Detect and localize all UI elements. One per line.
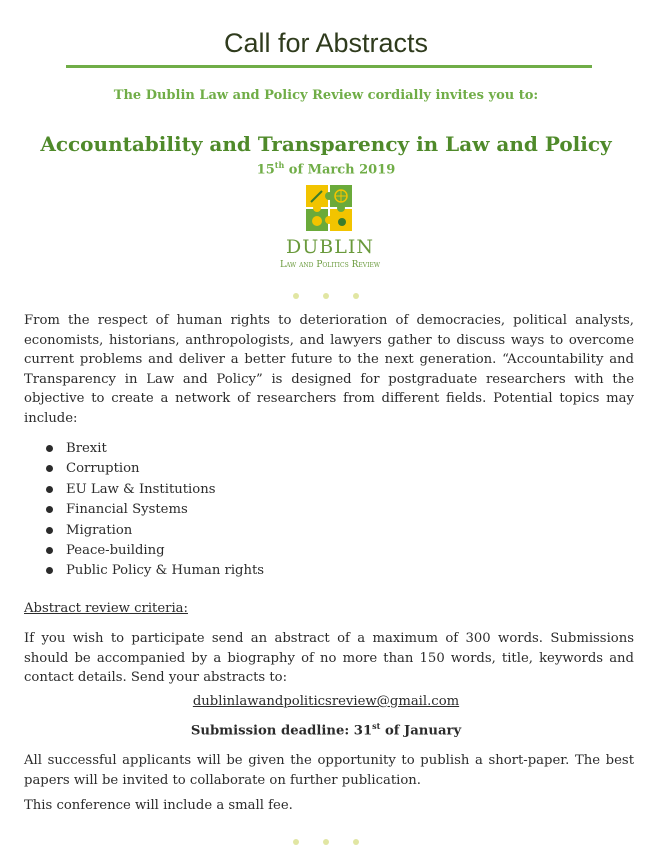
list-item: Public Policy & Human rights [44,561,264,581]
submission-email-link[interactable]: dublinlawandpoliticsreview@gmail.com [192,694,460,709]
topics-list [44,439,264,582]
puzzle-logo-icon [306,185,352,231]
decorative-dots-top [0,284,652,303]
logo-name: DUBLIN [286,236,374,258]
decorative-dots-bottom [0,830,652,849]
list-item: Peace-building [44,541,264,561]
logo-subtitle: Law and Politics Review [279,260,381,270]
dublin-review-logo [250,183,410,273]
event-title: Accountability and Transparency in Law and Policy [40,132,612,156]
deadline-prefix: Submission deadline: 31 [190,723,373,739]
deadline-rest: of January [380,723,462,739]
event-date-rest: of March 2019 [284,162,396,178]
page-title: Call for Abstracts [223,28,429,58]
list-item: Corruption [44,459,264,479]
invitation-line: The Dublin Law and Policy Review cordially invites you to: [113,88,539,103]
fee-note: This conference will include a small fee. [24,798,293,813]
list-item: Brexit [44,439,264,459]
list-item: Financial Systems [44,500,264,520]
intro-paragraph: From the respect of human rights to deterioration of democracies, political analysts, economists, historians, anthropologists, and lawyers gather to discuss ways to overcome current problems and deliver a better future to the next generation. “Accountability and Transparency in Law and Policy” is designed for postgraduate researchers with the objective to create a network of researchers from different fields. Potential topics may include: [24,313,634,426]
list-item: EU Law & Institutions [44,480,264,500]
criteria-heading: Abstract review criteria: [24,601,188,616]
criteria-text: If you wish to participate send an abstract of a maximum of 300 words. Submissions should be accompanied by a biography of no more than 150 words, title, keywords and contact details. Send your abstracts to: [24,631,634,686]
event-date-suffix: th [274,160,285,170]
title-divider [66,65,592,68]
event-date-day: 15 [256,162,275,178]
list-item: Migration [44,521,264,541]
event-date [0,160,652,177]
submission-deadline [0,721,652,738]
publication-paragraph: All successful applicants will be given the opportunity to publish a short-paper. The best papers will be invited to collaborate on further publication. [24,753,634,788]
deadline-suffix: st [372,721,381,731]
